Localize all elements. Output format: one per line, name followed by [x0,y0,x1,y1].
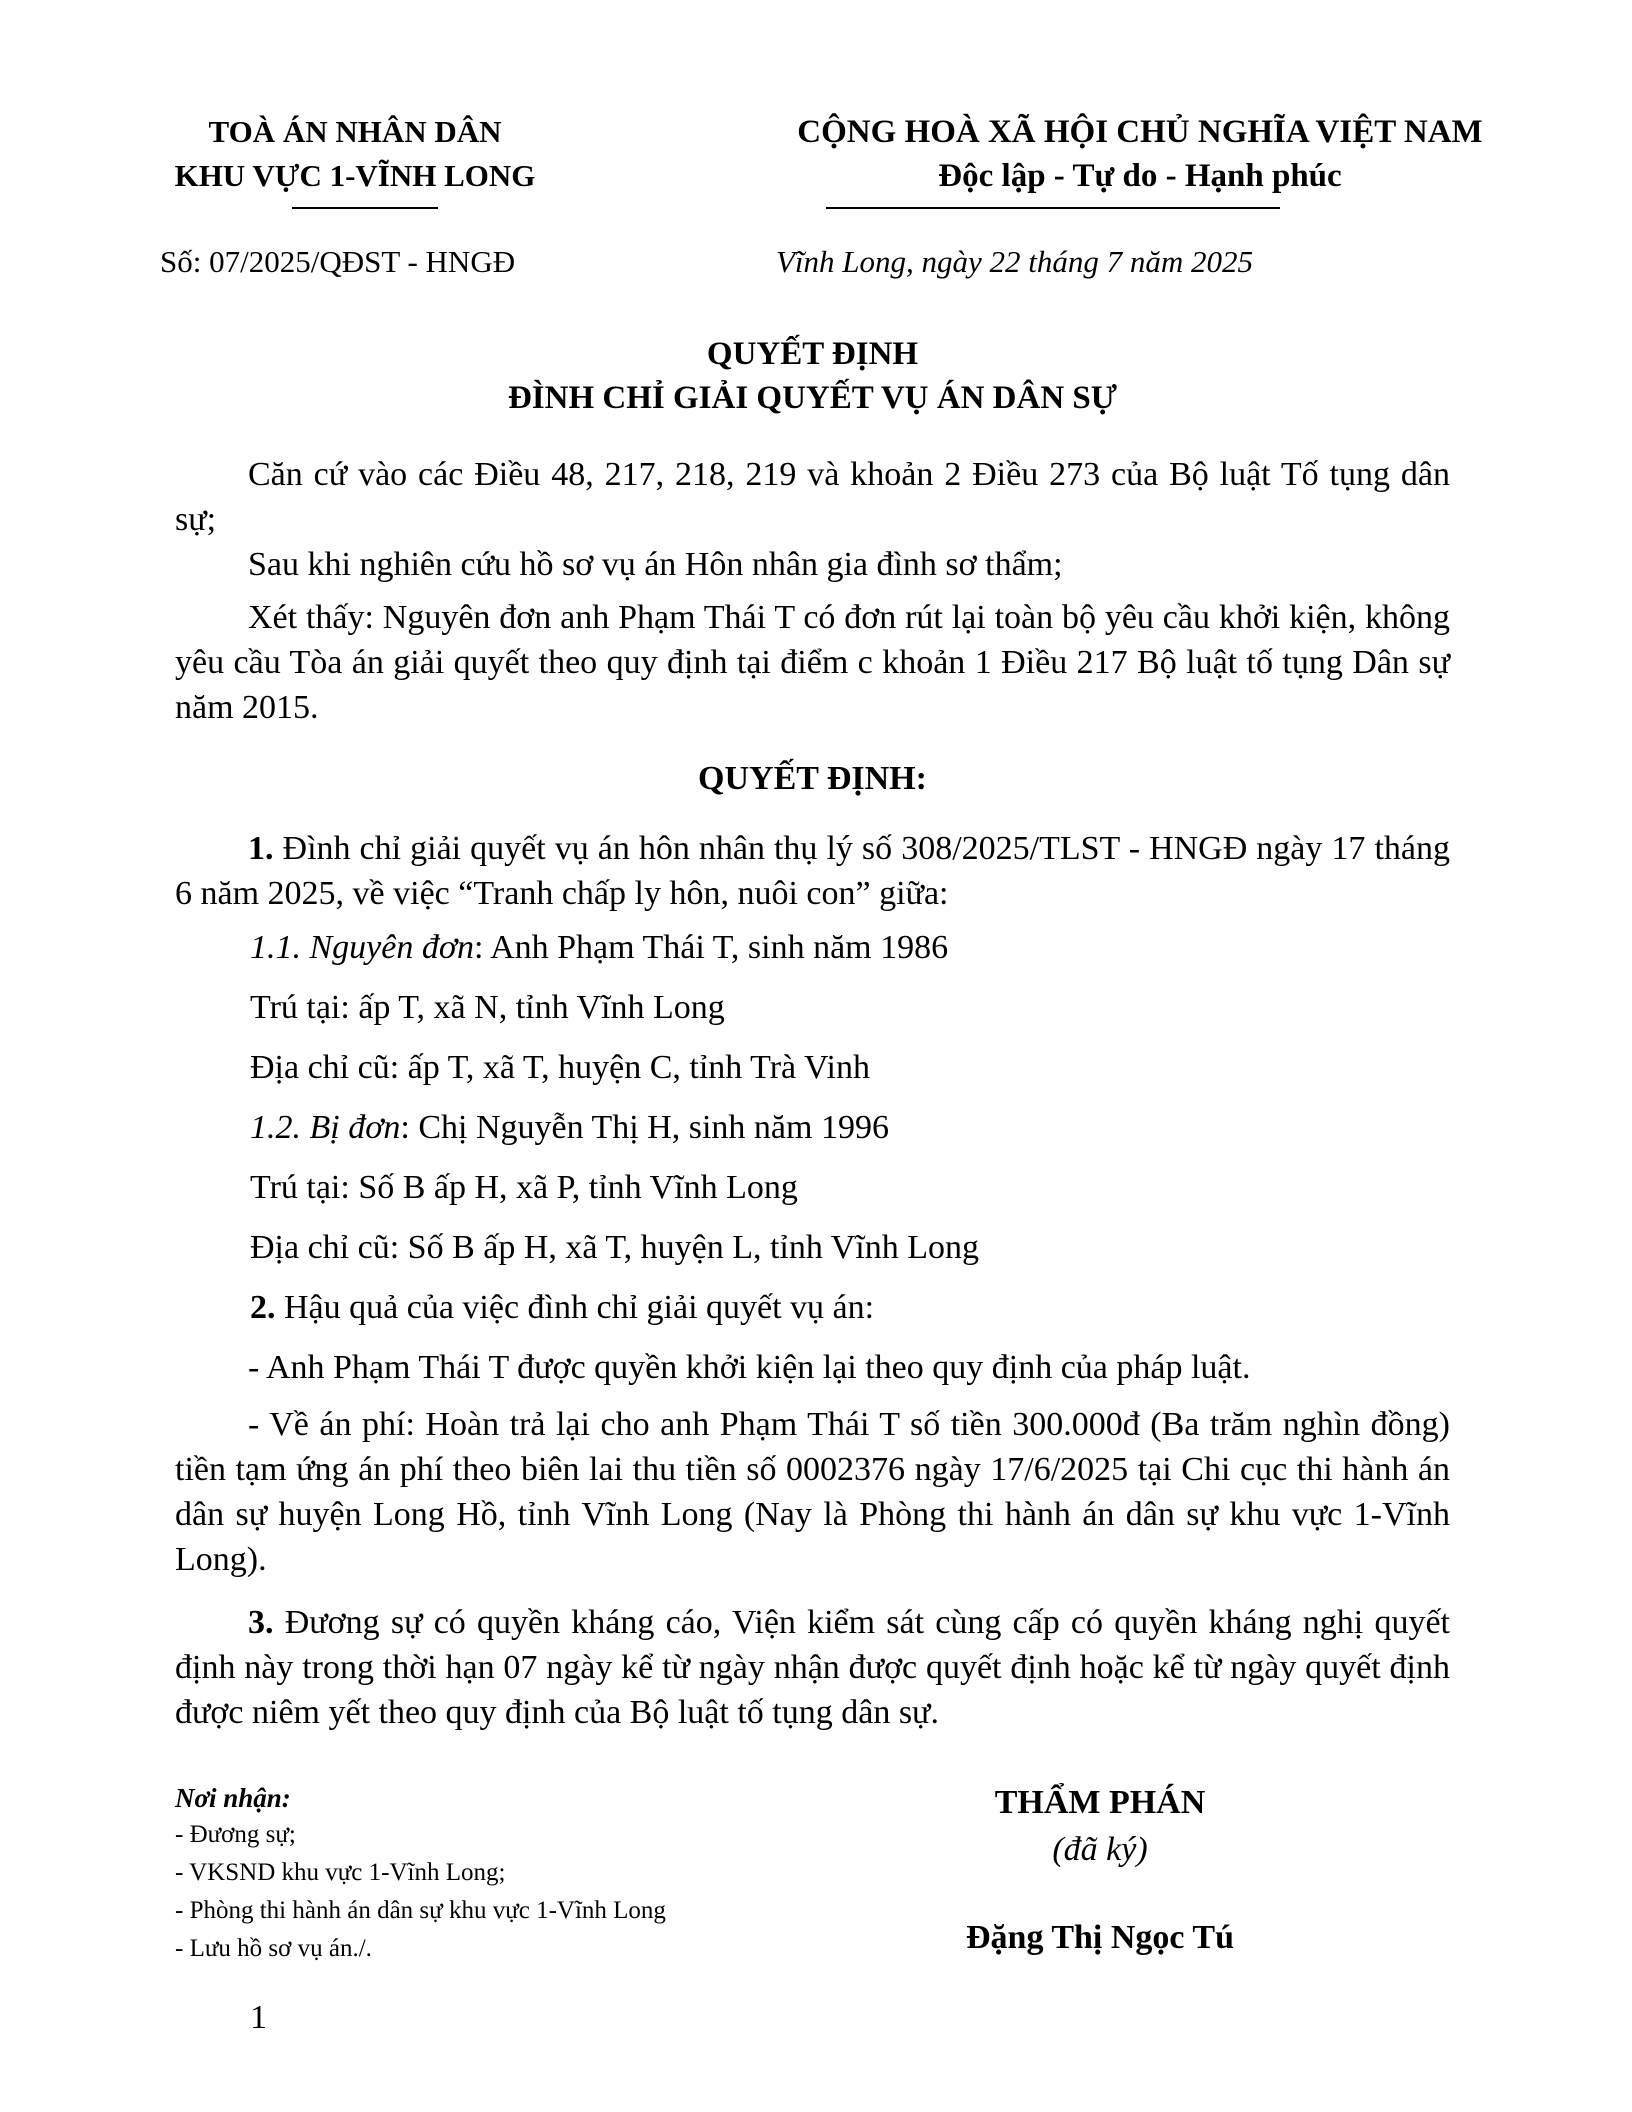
signature-role: THẨM PHÁN [994,1784,1206,1821]
item-3-number: 3. [248,1604,274,1641]
judge-name: Đặng Thị Ngọc Tú [966,1919,1234,1956]
item-2-bullet-1: - Anh Phạm Thái T được quyền khởi kiện lại theo quy định của pháp luật. [248,1349,1251,1386]
recipients-heading: Nơi nhận: [175,1783,291,1813]
decision-item-2 [250,1285,874,1330]
title-line-2: ĐÌNH CHỈ GIẢI QUYẾT VỤ ÁN DÂN SỰ [507,380,1118,416]
recipient-item: - Phòng thi hành án dân sự khu vực 1-Vĩnh Long [175,1897,666,1924]
item-1-text: Đình chỉ giải quyết vụ án hôn nhân thụ lý số 308/2025/TLST - HNGĐ ngày 17 tháng 6 năm 2025, về việc “Tranh chấp ly hôn, nuôi con” giữa: [175,830,1450,912]
preamble-legal-basis: Căn cứ vào các Điều 48, 217, 218, 219 và khoản 2 Điều 273 của Bộ luật Tố tụng dân sự; [175,456,1450,538]
court-line-2: KHU VỰC 1-VĨNH LONG [174,158,536,193]
document-number: Số: 07/2025/QĐST - HNGĐ [160,244,516,279]
plaintiff-text: : Anh Phạm Thái T, sinh năm 1986 [474,929,949,966]
document-title [175,332,1450,420]
recipient-item: - VKSND khu vực 1-Vĩnh Long; [175,1859,506,1886]
item-2-text: Hậu quả của việc đình chỉ giải quyết vụ án: [275,1289,875,1326]
item-1-number: 1. [248,830,274,867]
court-underline [292,207,438,209]
signature-status: (đã ký) [1052,1831,1148,1868]
republic-line-1: CỘNG HOÀ XÃ HỘI CHỦ NGHĨA VIỆT NAM [797,114,1483,150]
document-date: Vĩnh Long, ngày 22 tháng 7 năm 2025 [776,244,1254,279]
plaintiff-label: 1.1. Nguyên đơn [250,929,475,966]
defendant-text: : Chị Nguyễn Thị H, sinh năm 1996 [400,1109,889,1146]
decision-item-1 [175,826,1450,916]
plaintiff-residence: Trú tại: ấp T, xã N, tỉnh Vĩnh Long [250,989,725,1026]
item-2-bullet-2: - Về án phí: Hoàn trả lại cho anh Phạm Thái T số tiền 300.000đ (Ba trăm nghìn đồng) tiền tạm ứng án phí theo biên lai thu tiền số 0002376 ngày 17/6/2025 tại Chi cục thi hành án dân sự huyện Long Hồ, tỉnh Vĩnh Long (Nay là Phòng thi hành án dân sự khu vực 1-Vĩnh Long). [175,1406,1450,1578]
defendant-residence: Trú tại: Số B ấp H, xã P, tỉnh Vĩnh Long [250,1169,798,1206]
preamble-review: Sau khi nghiên cứu hồ sơ vụ án Hôn nhân gia đình sơ thẩm; [248,546,1063,583]
court-line-1: TOÀ ÁN NHÂN DÂN [208,114,502,149]
defendant-label: 1.2. Bị đơn [250,1109,401,1146]
plaintiff-line [250,925,948,970]
motto: Độc lập - Tự do - Hạnh phúc [938,158,1342,194]
decision-item-3 [175,1600,1450,1735]
court-name [120,110,590,198]
title-line-1: QUYẾT ĐỊNH [706,336,919,372]
plaintiff-old-address: Địa chỉ cũ: ấp T, xã T, huyện C, tỉnh Trà Vinh [250,1049,870,1086]
recipient-item: - Lưu hồ sơ vụ án./. [175,1935,372,1962]
preamble-findings: Xét thấy: Nguyên đơn anh Phạm Thái T có đơn rút lại toàn bộ yêu cầu khởi kiện, không yêu cầu Tòa án giải quyết theo quy định tại điểm c khoản 1 Điều 217 Bộ luật tố tụng Dân sự năm 2015. [175,599,1450,726]
page-number: 1 [250,1999,267,2036]
defendant-old-address: Địa chỉ cũ: Số B ấp H, xã T, huyện L, tỉnh Vĩnh Long [250,1229,980,1266]
motto-underline [826,207,1280,209]
item-3-text: Đương sự có quyền kháng cáo, Viện kiểm sát cùng cấp có quyền kháng nghị quyết định này trong thời hạn 07 ngày kể từ ngày nhận được quyết định hoặc kể từ ngày quyết định được niêm yết theo quy định của Bộ luật tố tụng dân sự. [175,1604,1450,1731]
recipient-item: - Đương sự; [175,1821,296,1848]
item-2-number: 2. [250,1289,276,1326]
defendant-line [250,1105,889,1150]
decision-heading: QUYẾT ĐỊNH: [698,760,927,797]
republic-heading [640,110,1632,198]
